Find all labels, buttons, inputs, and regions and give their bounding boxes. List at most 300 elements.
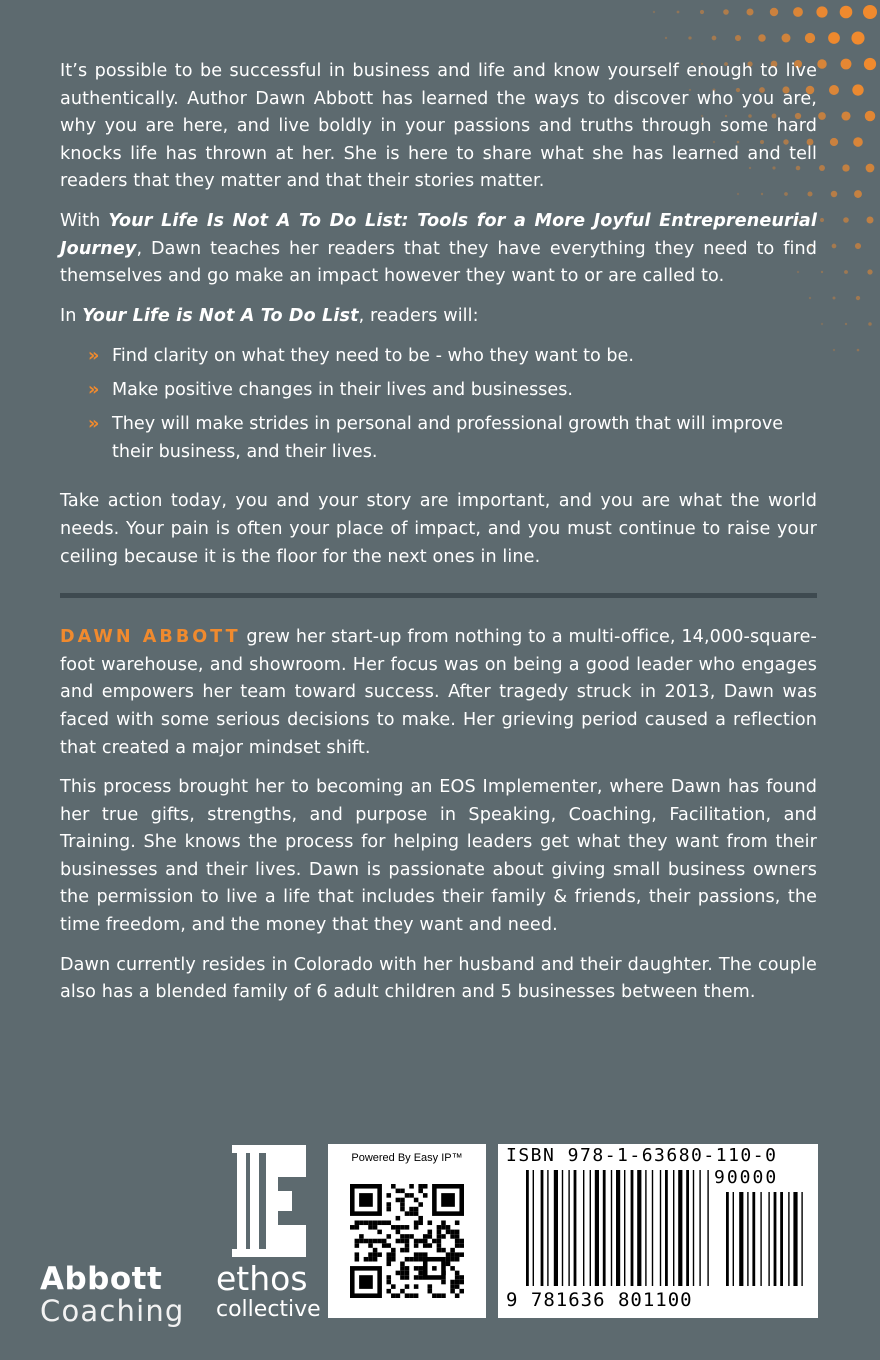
decorative-dot	[867, 217, 874, 224]
qr-module	[459, 1252, 464, 1257]
qr-module	[400, 1198, 405, 1203]
qr-module	[391, 1248, 396, 1253]
qr-module	[450, 1289, 455, 1294]
qr-module	[455, 1252, 460, 1257]
decorative-dot	[863, 5, 877, 19]
text-run: , Dawn teaches her readers that they have everything they need to find themselves and go make an impact however they want to or are called to.	[60, 238, 817, 287]
ethos-pillar-icon	[232, 1145, 306, 1257]
qr-module	[437, 1248, 442, 1253]
qr-module	[355, 1257, 360, 1262]
list-item-text: Make positive changes in their lives and businesses.	[112, 380, 573, 401]
decorative-dot	[818, 112, 826, 120]
qr-module	[418, 1271, 423, 1276]
qr-module	[368, 1243, 373, 1248]
barcode-bar	[541, 1170, 544, 1286]
qr-module	[418, 1189, 423, 1194]
qr-module	[400, 1262, 405, 1267]
qr-module	[409, 1257, 414, 1262]
qr-module	[418, 1275, 423, 1280]
decorative-dot	[843, 217, 849, 223]
qr-module	[405, 1266, 410, 1271]
qr-module	[455, 1243, 460, 1248]
text-run: , readers will:	[358, 305, 479, 326]
qr-module	[391, 1225, 396, 1230]
qr-module	[405, 1243, 410, 1248]
qr-module	[386, 1262, 391, 1267]
decorative-dot	[866, 164, 875, 173]
qr-module	[368, 1257, 373, 1262]
decorative-dot	[831, 191, 837, 197]
barcode-bar	[686, 1170, 689, 1286]
coaching-wordmark: Coaching	[40, 1294, 185, 1328]
qr-module	[414, 1198, 419, 1203]
qr-module	[386, 1275, 391, 1280]
qr-module	[405, 1271, 410, 1276]
qr-module	[386, 1280, 391, 1285]
qr-module	[428, 1289, 433, 1294]
qr-module	[437, 1243, 442, 1248]
qr-module	[386, 1257, 391, 1262]
decorative-dot	[723, 9, 729, 15]
abbott-coaching-logo	[40, 1262, 185, 1326]
qr-module	[441, 1234, 446, 1239]
qr-module	[373, 1257, 378, 1262]
decorative-dot	[868, 322, 872, 326]
collective-wordmark: collective	[216, 1297, 321, 1322]
barcode-addon-bar	[726, 1192, 729, 1286]
qr-module	[368, 1239, 373, 1244]
decorative-dot	[816, 6, 827, 17]
qr-module	[391, 1284, 396, 1289]
list-item	[88, 410, 817, 466]
qr-module	[459, 1280, 464, 1285]
barcode-addon-bar	[801, 1192, 802, 1286]
qr-module	[405, 1193, 410, 1198]
qr-module	[400, 1266, 405, 1271]
decorative-dot	[832, 244, 837, 249]
decorative-dot	[854, 190, 862, 198]
barcode-addon-bar	[788, 1192, 789, 1286]
decorative-dot	[845, 323, 847, 325]
qr-module	[432, 1293, 437, 1298]
decorative-dot	[805, 33, 815, 43]
qr-module	[459, 1289, 464, 1294]
bio-paragraph-3: Dawn currently resides in Colorado with her husband and their daughter. The couple also has a blended family of 6 adult children and 5 businesses between them.	[60, 954, 817, 1003]
qr-module	[441, 1225, 446, 1230]
qr-module	[418, 1252, 423, 1257]
blurb-paragraph-3	[60, 303, 817, 331]
decorative-dot	[841, 111, 850, 120]
barcode-addon-bar	[780, 1192, 783, 1286]
decorative-dot	[747, 9, 754, 16]
qr-module	[450, 1234, 455, 1239]
barcode-bar	[568, 1170, 569, 1286]
qr-module	[414, 1275, 419, 1280]
qr-module	[455, 1234, 460, 1239]
blurb-paragraph-1: It’s possible to be successful in business and life and know yourself enough to live authentically. Author Dawn Abbott has learned the ways to discover who you are, why you are here, and live boldly in your passions and truths through some hard knocks life has thrown at her. She is here to share what she has learned and tell readers that they matter and that their stories matter.	[60, 61, 817, 192]
qr-module	[414, 1211, 419, 1216]
chevron-double-right-icon: »	[88, 414, 100, 435]
qr-module	[405, 1293, 410, 1298]
qr-module	[386, 1289, 391, 1294]
qr-module	[437, 1234, 442, 1239]
qr-module	[382, 1243, 387, 1248]
decorative-dot	[677, 11, 680, 14]
decorative-dot	[820, 218, 824, 222]
barcode-bar	[693, 1170, 694, 1286]
barcode-bar	[554, 1170, 558, 1286]
book-title: Your Life Is Not A To Do List: Tools for a More Joyful Entrepreneurial Journey	[60, 210, 817, 259]
qr-module	[409, 1211, 414, 1216]
qr-module	[386, 1234, 391, 1239]
decorative-dot	[770, 8, 778, 16]
barcode-addon-bar	[752, 1192, 755, 1286]
decorative-dot	[712, 36, 717, 41]
barcode-bar	[637, 1170, 641, 1286]
barcode-bar	[707, 1170, 708, 1286]
decorative-dot	[821, 323, 823, 325]
barcode-bar	[645, 1170, 646, 1286]
qr-module	[359, 1234, 364, 1239]
isbn-barcode-panel	[498, 1144, 818, 1318]
qr-module	[377, 1230, 382, 1235]
ethos-wordmark: ethos	[216, 1259, 308, 1298]
qr-code-panel	[328, 1144, 486, 1318]
barcode-bar	[673, 1170, 674, 1286]
qr-module	[391, 1252, 396, 1257]
isbn-digits: 9 781636 801100	[506, 1289, 693, 1311]
qr-module	[418, 1239, 423, 1244]
decorative-dot	[844, 270, 848, 274]
qr-module	[446, 1225, 451, 1230]
qr-module	[437, 1230, 442, 1235]
qr-module	[368, 1220, 373, 1225]
qr-module	[423, 1243, 428, 1248]
qr-module	[386, 1193, 391, 1198]
section-divider	[60, 593, 817, 598]
qr-module	[364, 1257, 369, 1262]
qr-module	[405, 1248, 410, 1253]
barcode-bar	[574, 1170, 577, 1286]
qr-module	[400, 1189, 405, 1194]
qr-module	[377, 1252, 382, 1257]
barcode-bar	[678, 1170, 682, 1286]
qr-module	[409, 1184, 414, 1189]
decorative-dot	[665, 37, 667, 39]
qr-module	[428, 1220, 433, 1225]
qr-module	[455, 1257, 460, 1262]
qr-module	[396, 1198, 401, 1203]
barcode-bar	[595, 1170, 599, 1286]
qr-module	[428, 1243, 433, 1248]
qr-module	[446, 1230, 451, 1235]
author-name: DAWN ABBOTT	[60, 627, 241, 648]
qr-module	[414, 1293, 419, 1298]
qr-module	[423, 1252, 428, 1257]
decorative-dot	[819, 165, 825, 171]
qr-module	[396, 1293, 401, 1298]
qr-module	[386, 1202, 391, 1207]
barcode-bar	[590, 1170, 591, 1286]
barcode-bar	[660, 1170, 661, 1286]
qr-module	[414, 1257, 419, 1262]
barcode-bar	[526, 1170, 529, 1286]
qr-module	[455, 1280, 460, 1285]
qr-module	[405, 1225, 410, 1230]
barcode-bar	[562, 1170, 563, 1286]
qr-module	[377, 1239, 382, 1244]
decorative-dot	[833, 349, 835, 351]
qr-module	[409, 1207, 414, 1212]
qr-module	[396, 1230, 401, 1235]
blurb-paragraph-4: Take action today, you and your story are important, and you are what the world needs. Your pain is often your place of impact, and you must continue to raise your ceiling because it is the floor for the next ones in line.	[60, 491, 817, 567]
qr-module	[382, 1220, 387, 1225]
qr-module	[400, 1271, 405, 1276]
decorative-dot	[829, 85, 839, 95]
barcode-bar	[631, 1170, 634, 1286]
qr-module	[391, 1257, 396, 1262]
qr-module	[355, 1239, 360, 1244]
qr-module	[418, 1216, 423, 1221]
text-run: In	[60, 305, 83, 326]
qr-module	[450, 1230, 455, 1235]
qr-module	[377, 1220, 382, 1225]
decorative-dot	[856, 296, 860, 300]
text-run: With	[60, 210, 109, 231]
qr-module	[423, 1184, 428, 1189]
qr-module	[437, 1293, 442, 1298]
qr-module	[450, 1280, 455, 1285]
qr-module	[437, 1225, 442, 1230]
book-title-short: Your Life is Not A To Do List	[82, 305, 359, 326]
qr-module	[364, 1239, 369, 1244]
qr-module	[446, 1252, 451, 1257]
decorative-dot	[688, 36, 691, 39]
qr-module	[405, 1284, 410, 1289]
barcode-addon-bar	[760, 1192, 761, 1286]
price-addon-code: 90000	[714, 1167, 779, 1188]
qr-module	[414, 1266, 419, 1271]
qr-module	[414, 1252, 419, 1257]
qr-module	[355, 1220, 360, 1225]
qr-module	[400, 1239, 405, 1244]
cover-footer	[0, 1140, 880, 1360]
qr-module	[405, 1211, 410, 1216]
qr-module	[355, 1225, 360, 1230]
text-run: grew her start-up from nothing to a multi-office, 14,000-square-foot warehouse, and showroom. Her focus was on being a good leader who engages and empowers her team toward success. After tragedy struck in 2013, Dawn was faced with some serious decisions to make. Her grieving period caused a reflection that created a major mindset shift.	[60, 627, 817, 758]
qr-module	[418, 1220, 423, 1225]
qr-module	[409, 1293, 414, 1298]
qr-module	[396, 1225, 401, 1230]
qr-module	[364, 1220, 369, 1225]
qr-module	[428, 1284, 433, 1289]
qr-module	[414, 1243, 419, 1248]
barcode-bar	[624, 1170, 625, 1286]
qr-module	[400, 1234, 405, 1239]
qr-module	[373, 1248, 378, 1253]
barcode-bar	[547, 1170, 548, 1286]
barcode-bar	[603, 1170, 606, 1286]
qr-module	[432, 1266, 437, 1271]
qr-module	[418, 1202, 423, 1207]
barcode-bar	[611, 1170, 612, 1286]
decorative-dot	[852, 84, 863, 95]
decorative-dot	[828, 32, 840, 44]
qr-module	[400, 1207, 405, 1212]
qr-module	[396, 1216, 401, 1221]
qr-module	[359, 1193, 373, 1207]
qr-module	[359, 1239, 364, 1244]
decorative-dot	[864, 58, 876, 70]
qr-module	[355, 1252, 360, 1257]
qr-module	[400, 1225, 405, 1230]
qr-module	[368, 1225, 373, 1230]
qr-module	[432, 1239, 437, 1244]
qr-module	[450, 1257, 455, 1262]
decorative-dot	[735, 35, 741, 41]
decorative-dot	[867, 269, 872, 274]
qr-module	[396, 1189, 401, 1194]
qr-module	[386, 1252, 391, 1257]
qr-module	[359, 1275, 373, 1289]
qr-module	[386, 1243, 391, 1248]
chevron-double-right-icon: »	[88, 346, 100, 367]
decorative-dot	[700, 10, 704, 14]
qr-module	[359, 1220, 364, 1225]
qr-module	[400, 1202, 405, 1207]
qr-module	[400, 1248, 405, 1253]
barcode-addon-bar	[774, 1192, 777, 1286]
benefit-list	[88, 342, 817, 466]
qr-module	[446, 1257, 451, 1262]
qr-module	[373, 1252, 378, 1257]
list-item	[88, 342, 817, 370]
qr-module	[418, 1266, 423, 1271]
qr-module	[423, 1234, 428, 1239]
qr-module	[405, 1234, 410, 1239]
barcode-bar	[699, 1170, 700, 1286]
decorative-dot	[855, 243, 861, 249]
decorative-dot	[821, 271, 823, 273]
barcode-addon-bar	[793, 1192, 797, 1286]
qr-module	[405, 1275, 410, 1280]
qr-module	[418, 1257, 423, 1262]
qr-module	[418, 1184, 423, 1189]
barcode-bar	[652, 1170, 653, 1286]
bio-paragraph-1	[60, 624, 817, 762]
qr-caption: Powered By Easy IP™	[351, 1152, 463, 1164]
qr-module	[459, 1275, 464, 1280]
qr-module	[455, 1271, 460, 1276]
barcode-bar	[583, 1170, 584, 1286]
qr-module	[409, 1193, 414, 1198]
decorative-dot	[782, 34, 791, 43]
qr-module	[455, 1293, 460, 1298]
qr-module	[400, 1289, 405, 1294]
qr-module	[423, 1239, 428, 1244]
qr-module	[450, 1252, 455, 1257]
decorative-dot	[817, 59, 826, 68]
decorative-dot	[840, 6, 853, 19]
bio-paragraph-2: This process brought her to becoming an EOS Implementer, where Dawn has found her true gifts, strengths, and purpose in Speaking, Coaching, Facilitation, and Training. She knows the process for helping leaders get what they want from their businesses and their lives. Dawn is passionate about giving small business owners the permission to live a life that includes their family & friends, their passions, the time freedom, and the money that they want and need.	[60, 777, 817, 936]
blurb-paragraph-2	[60, 208, 817, 291]
qr-module	[405, 1239, 410, 1244]
qr-module	[428, 1234, 433, 1239]
qr-module	[405, 1257, 410, 1262]
qr-module	[391, 1184, 396, 1189]
decorative-dot	[833, 297, 836, 300]
qr-module	[450, 1266, 455, 1271]
isbn-label: ISBN 978-1-63680-110-0	[506, 1145, 778, 1166]
qr-module	[455, 1275, 460, 1280]
decorative-dot	[653, 11, 655, 13]
qr-module	[414, 1239, 419, 1244]
barcode-bar	[665, 1170, 668, 1286]
qr-module	[459, 1243, 464, 1248]
qr-module	[459, 1239, 464, 1244]
list-item	[88, 376, 817, 404]
decorative-dot	[857, 349, 860, 352]
decorative-dot	[851, 31, 864, 44]
qr-module	[441, 1193, 455, 1207]
barcode-addon-bar	[768, 1192, 769, 1286]
qr-module	[409, 1234, 414, 1239]
chevron-double-right-icon: »	[88, 380, 100, 401]
qr-module	[441, 1248, 446, 1253]
barcode-addon-bar	[733, 1192, 734, 1286]
decorative-dot	[830, 138, 838, 146]
qr-module	[441, 1293, 446, 1298]
decorative-dot	[793, 7, 803, 17]
qr-module	[450, 1284, 455, 1289]
qr-module	[414, 1284, 419, 1289]
barcode-addon-bar	[739, 1192, 743, 1286]
qr-module	[373, 1225, 378, 1230]
qr-module	[428, 1230, 433, 1235]
qr-module	[450, 1248, 455, 1253]
qr-module	[368, 1252, 373, 1257]
qr-module	[396, 1271, 401, 1276]
abbott-wordmark: Abbott	[40, 1261, 163, 1297]
barcode-bar	[533, 1170, 534, 1286]
qr-module	[373, 1239, 378, 1244]
back-cover-text	[60, 58, 817, 1019]
decorative-dot	[865, 111, 876, 122]
qr-module	[455, 1220, 460, 1225]
qr-module	[414, 1220, 419, 1225]
qr-module	[391, 1293, 396, 1298]
qr-module	[423, 1193, 428, 1198]
qr-module	[455, 1284, 460, 1289]
qr-module	[455, 1230, 460, 1235]
decorative-dot	[758, 34, 766, 42]
qr-module	[446, 1262, 451, 1267]
qr-module	[386, 1207, 391, 1212]
qr-module	[355, 1243, 360, 1248]
barcode-bar	[616, 1170, 620, 1286]
decorative-dot	[842, 164, 849, 171]
qr-module	[386, 1220, 391, 1225]
qr-module	[396, 1239, 401, 1244]
qr-code	[350, 1184, 464, 1298]
qr-module	[382, 1239, 387, 1244]
barcode-addon-bar	[747, 1192, 748, 1286]
decorative-dot	[841, 59, 852, 70]
qr-module	[441, 1220, 446, 1225]
qr-module	[373, 1220, 378, 1225]
qr-module	[400, 1275, 405, 1280]
qr-module	[437, 1239, 442, 1244]
